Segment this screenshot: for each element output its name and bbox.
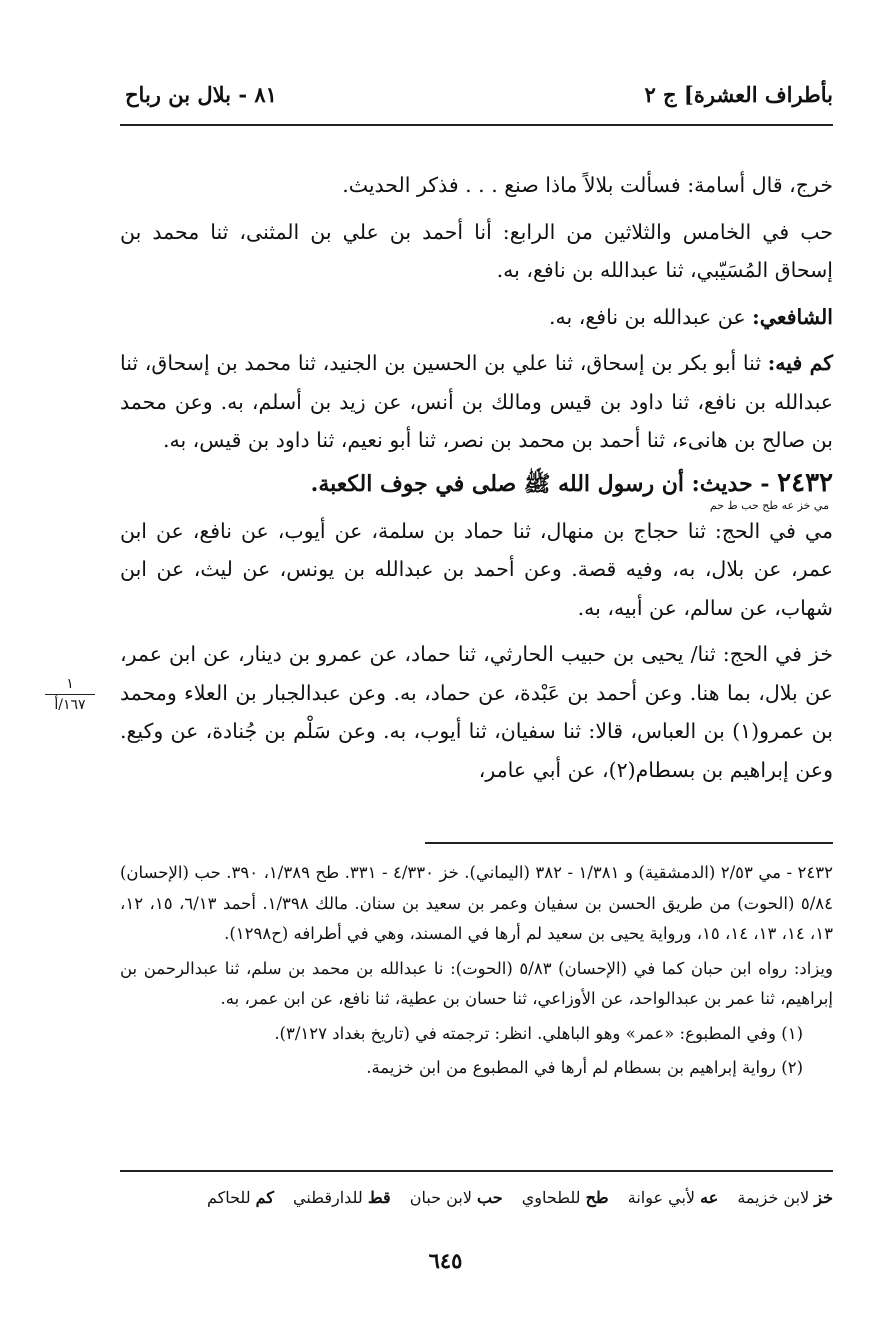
footnote-references: ٢٤٣٢ - مي ٢/٥٣ (الدمشقية) و ١/٣٨١ - ٣٨٢ (اليماني). خز ٤/٣٣٠ - ٣٣١. طح ١/٣٨٩، ٣٩٠. حب (الإحسان) ٥/٨٤ (الحوت) من طريق الحسن بن سفيان وعمر بن سعيد بن سنان. مالك ١/٣٩٨. أحمد ٦/١٣، ١٥، ١٢، ١٣، ١٤، ١٣، ١٤، ١٥، ورواية يحيى بن سعيد لم أرها في المسند، وهي في أطرافه (ح١٢٩٨). — [120, 863, 833, 943]
paragraph-4 — [120, 344, 833, 460]
source-shafii: الشافعي: — [752, 304, 833, 329]
hadith-title: - حديث: أن رسول الله ﷺ صلى في جوف الكعبة. — [310, 470, 770, 497]
page-number: ٦٤٥ — [428, 1248, 463, 1273]
footnote-2: (٢) رواية إبراهيم بن بسطام لم أرها في المطبوع من ابن خزيمة. — [366, 1058, 803, 1077]
paragraph-4-text: ثنا أبو بكر بن إسحاق، ثنا علي بن الحسين بن الجنيد، ثنا محمد بن إسحاق، ثنا عبدالله بن نافع، ثنا داود بن قيس ومالك بن أنس، عن زيد بن أسلم، به. وعن محمد بن صالح بن هانىء، ثنا أحمد بن محمد بن نصر، ثنا أبو نعيم، ثنا داود بن قيس، به. — [120, 351, 833, 452]
hadith-paragraph-1: مي في الحج: ثنا حجاج بن منهال، ثنا حماد بن سلمة، عن أيوب، عن نافع، عن ابن عمر، عن بلال، به، وفيه قصة. وعن أحمد بن عبدالله بن يونس، عن ليث، عن ابن شهاب، عن سالم، عن أبيه، به. — [120, 518, 833, 620]
paragraph-2: حب في الخامس والثلاثين من الرابع: أنا أحمد بن علي بن المثنى، ثنا محمد بن إسحاق المُسَيّبي، ثنا عبدالله بن نافع، به. — [120, 219, 833, 282]
paragraph-3 — [120, 298, 833, 337]
folio-marker-line — [45, 694, 95, 695]
footnote-rule — [425, 842, 833, 844]
footnotes — [120, 858, 833, 1088]
legend-abbr-2: عه — [700, 1188, 719, 1207]
abbreviation-legend — [120, 1188, 833, 1207]
hadith-sigla: مي خز عه طح حب ط حم — [709, 498, 829, 512]
source-hakim: كم فيه: — [767, 351, 833, 375]
legend-abbr-3: طح — [585, 1188, 609, 1207]
folio-marker-bottom: ١٦٧/أ — [54, 697, 86, 713]
legend-abbr-5: قط — [367, 1188, 391, 1207]
legend-desc-1: لابن خزيمة — [737, 1188, 810, 1207]
paragraph-3-text: عن عبدالله بن نافع، به. — [549, 304, 746, 329]
legend-desc-3: للطحاوي — [521, 1188, 581, 1207]
legend-desc-5: للدارقطني — [293, 1188, 363, 1207]
folio-marker-top: ١ — [66, 676, 74, 692]
header-rule — [120, 124, 833, 126]
hadith-paragraph-2: خز في الحج: ثنا/ يحيى بن حبيب الحارثي، ثنا حماد، عن عمرو بن دينار، عن ابن عمر، عن بلال، بما هنا. وعن أحمد بن عَبْدة، عن حماد، به. وعن عبدالجبار بن العلاء ومحمد بن عمرو(١) بن العباس، قالا: ثنا سفيان، ثنا أيوب، به. وعن سَلْم بن جُنادة، عن وكيع. وعن إبراهيم بن بسطام(٢)، عن أبي عامر، — [120, 642, 833, 782]
paragraph-1: خرج، قال أسامة: فسألت بلالاً ماذا صنع . . . فذكر الحديث. — [342, 173, 833, 197]
legend-abbr-1: خز — [814, 1188, 833, 1207]
legend-abbr-4: حب — [477, 1188, 503, 1207]
main-text — [120, 166, 833, 797]
running-header-title: بأطراف العشرة] ج ٢ — [644, 82, 833, 107]
legend-desc-6: للحاكم — [206, 1188, 251, 1207]
running-header-chapter: ٨١ - بلال بن رباح — [125, 82, 277, 107]
legend-rule — [120, 1170, 833, 1172]
footnote-addition: ويزاد: رواه ابن حبان كما في (الإحسان) ٥/٨٣ (الحوت): نا عبدالله بن محمد بن سلم، ثنا عبدالرحمن بن إبراهيم، ثنا عمر بن عبدالواحد، عن الأوزاعي، ثنا حسان بن عطية، ثنا نافع، عن ابن عمر، به. — [120, 958, 833, 1008]
hadith-number: ٢٤٣٢ — [777, 467, 833, 498]
legend-desc-4: لابن حبان — [409, 1188, 472, 1207]
hadith-heading — [120, 468, 833, 499]
footnote-1: (١) وفي المطبوع: «عمر» وهو الباهلي. انظر: ترجمته في (تاريخ بغداد ٣/١٢٧). — [274, 1023, 803, 1043]
legend-desc-2: لأبي عوانة — [627, 1188, 696, 1207]
manuscript-folio-marker — [40, 676, 100, 713]
legend-abbr-6: كم — [255, 1188, 274, 1207]
